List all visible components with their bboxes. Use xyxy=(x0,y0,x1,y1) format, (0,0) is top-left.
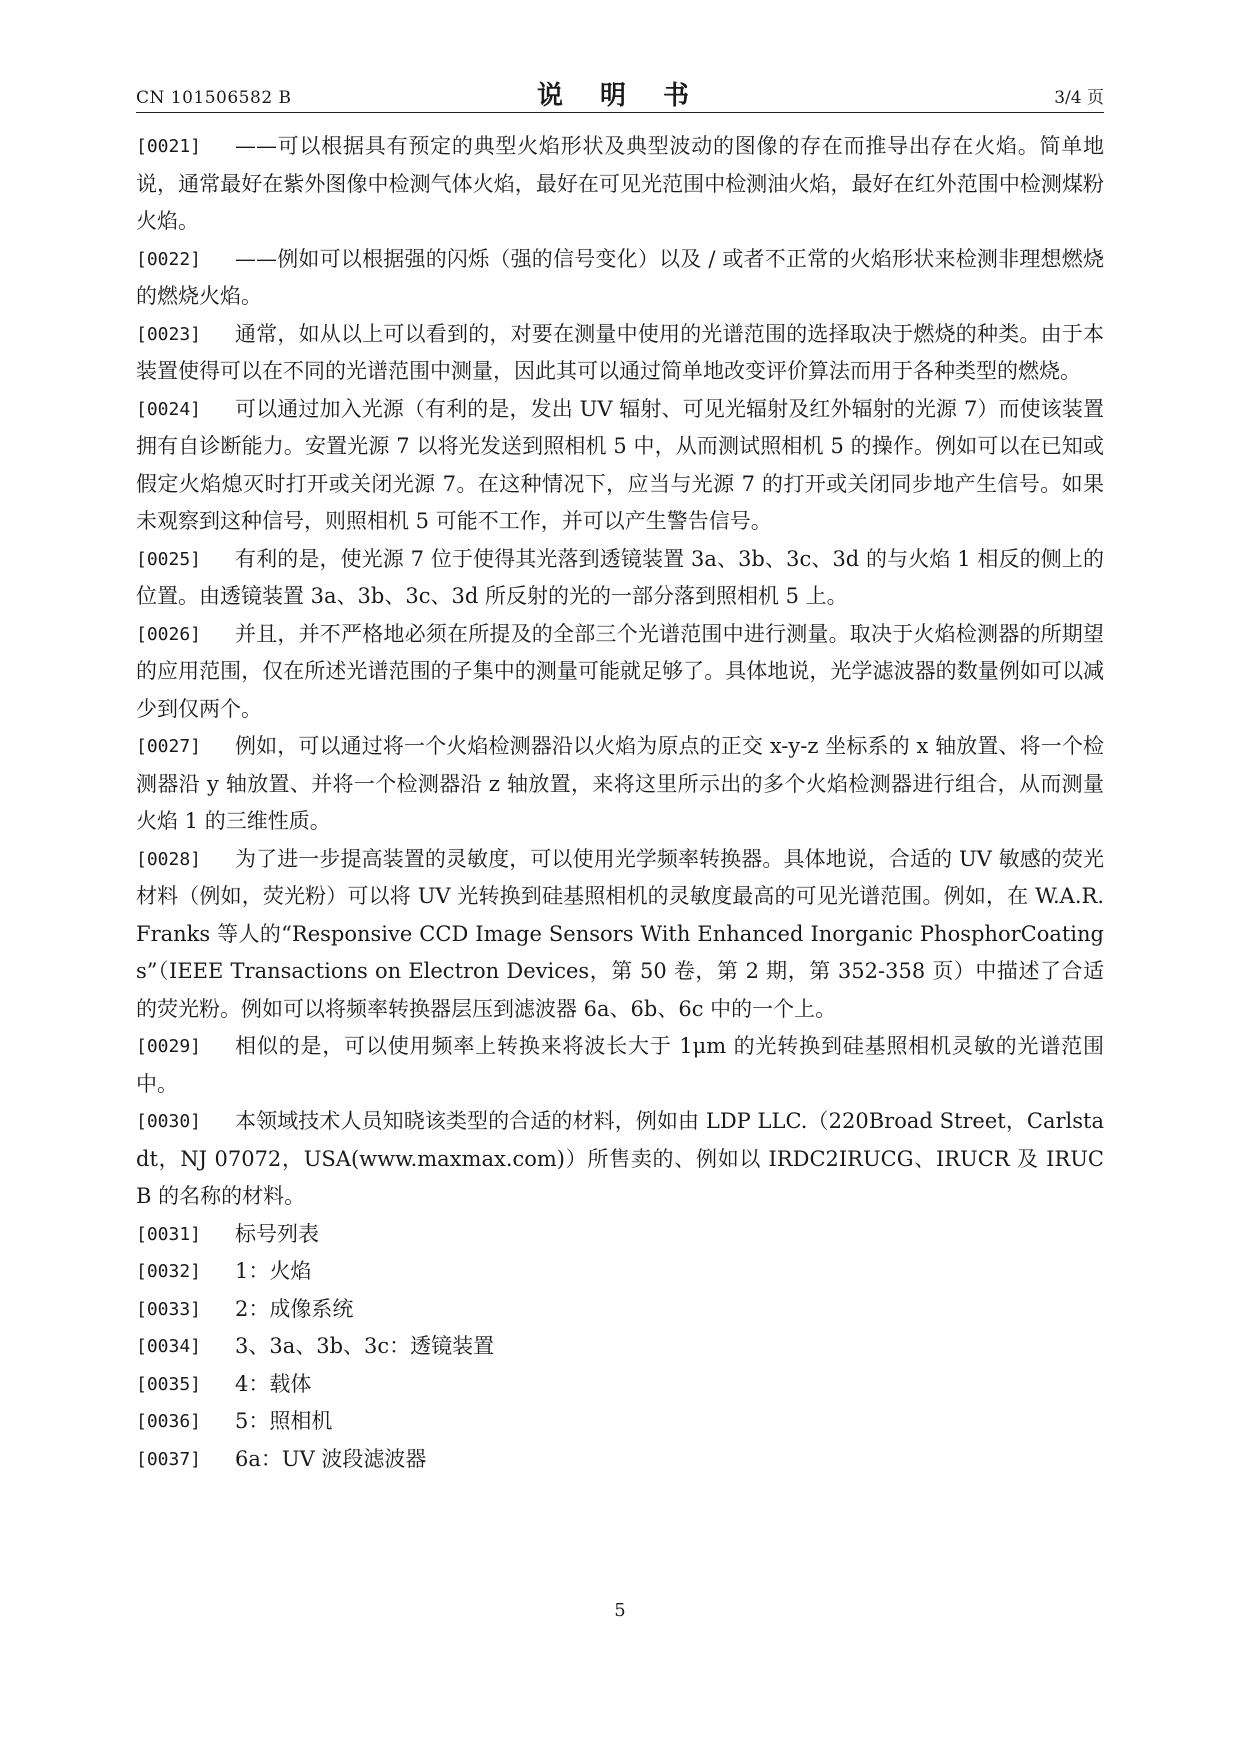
paragraph-number: [0026] xyxy=(136,623,202,645)
paragraph-text: 标号列表 xyxy=(235,1221,319,1246)
paragraph-text: 2：成像系统 xyxy=(235,1296,354,1321)
paragraph-text: 3、3a、3b、3c：透镜装置 xyxy=(235,1334,495,1358)
paragraph-number: [0024] xyxy=(136,398,202,420)
paragraph-number: [0029] xyxy=(136,1036,202,1057)
page-header xyxy=(136,78,1104,113)
paragraph-number: [0022] xyxy=(136,248,202,270)
paragraph-text: 可以通过加入光源（有利的是，发出 UV 辐射、可见光辐射及红外辐射的光源 7）而使该装置拥有自诊断能力。安置光源 7 以将光发送到照相机 5 中，从而测试照相机 5 的操作。例如可以在已知或假定火焰熄灭时打开或关闭光源 7。在这种情况下，应当与光源 7 的打开或关闭同步地产生信号。如果未观察到这种信号，则照相机 5 可能不工作，并可以产生警告信号。 xyxy=(136,396,1104,533)
paragraph-text: 5：照相机 xyxy=(235,1409,333,1433)
paragraph-number: [0037] xyxy=(136,1448,202,1470)
paragraph xyxy=(136,128,1104,241)
paragraph xyxy=(136,391,1104,541)
paragraph xyxy=(136,1253,1104,1291)
paragraph-number: [0021] xyxy=(136,136,202,157)
paragraph xyxy=(136,1403,1104,1441)
paragraph xyxy=(136,1216,1104,1254)
paragraph-number: [0034] xyxy=(136,1336,202,1357)
document-id: CN 101506582 B xyxy=(136,88,292,108)
paragraph-text: 为了进一步提高装置的灵敏度，可以使用光学频率转换器。具体地说，合适的 UV 敏感的荧光材料（例如，荧光粉）可以将 UV 光转换到硅基照相机的灵敏度最高的可见光谱范围。例如，在 W.A.R.Franks 等人的“Responsive CCD Image Sensors With Enhanced Inorganic PhosphorCoatings”（IEEE Transactions on Electron Devices，第 50 卷，第 2 期，第 352-358 页）中描述了合适的荧光粉。例如可以将频率转换器层压到滤波器 6a、6b、6c 中的一个上。 xyxy=(136,846,1104,1021)
paragraph xyxy=(136,1366,1104,1404)
page-count: 3/4 页 xyxy=(1054,88,1104,108)
paragraph xyxy=(136,316,1104,391)
document-title: 说 明 书 xyxy=(536,81,704,111)
paragraph xyxy=(136,1028,1104,1103)
paragraph xyxy=(136,241,1104,316)
paragraph-text: 本领域技术人员知晓该类型的合适的材料，例如由 LDP LLC.（220Broad Street，Carlstadt，NJ 07072，USA(www.maxmax.com)）所售卖的、例如以 IRDC2IRUCG、IRUCR 及 IRUCB 的名称的材料。 xyxy=(136,1109,1104,1208)
paragraph-text: 相似的是，可以使用频率上转换来将波长大于 1μm 的光转换到硅基照相机灵敏的光谱范围中。 xyxy=(136,1034,1104,1096)
paragraph xyxy=(136,1328,1104,1366)
paragraph-number: [0033] xyxy=(136,1298,202,1320)
paragraph xyxy=(136,1441,1104,1479)
paragraph-number: [0025] xyxy=(136,548,202,570)
paragraph-text: 4：载体 xyxy=(235,1371,312,1396)
paragraph-text: 通常，如从以上可以看到的，对要在测量中使用的光谱范围的选择取决于燃烧的种类。由于本装置使得可以在不同的光谱范围中测量，因此其可以通过简单地改变评价算法而用于各种类型的燃烧。 xyxy=(136,321,1104,383)
paragraph-text: ——可以根据具有预定的典型火焰形状及典型波动的图像的存在而推导出存在火焰。简单地说，通常最好在紫外图像中检测气体火焰，最好在可见光范围中检测油火焰，最好在红外范围中检测煤粉火焰。 xyxy=(136,134,1104,233)
paragraph-number: [0032] xyxy=(136,1261,202,1282)
paragraph-number: [0030] xyxy=(136,1111,202,1132)
paragraph-number: [0023] xyxy=(136,323,202,345)
paragraph-text: 1：火焰 xyxy=(235,1259,312,1283)
document-body xyxy=(136,128,1104,1478)
paragraph-number: [0028] xyxy=(136,848,202,870)
paragraph-text: 有利的是，使光源 7 位于使得其光落到透镜装置 3a、3b、3c、3d 的与火焰 1 相反的侧上的位置。由透镜装置 3a、3b、3c、3d 所反射的光的一部分落到照相机 5 上。 xyxy=(136,546,1104,608)
paragraph-number: [0035] xyxy=(136,1373,202,1395)
page-number: 5 xyxy=(614,1600,626,1621)
paragraph xyxy=(136,841,1104,1029)
paragraph-number: [0036] xyxy=(136,1411,202,1432)
paragraph-number: [0031] xyxy=(136,1223,202,1245)
paragraph-text: 6a：UV 波段滤波器 xyxy=(235,1446,427,1471)
paragraph-text: ——例如可以根据强的闪烁（强的信号变化）以及 / 或者不正常的火焰形状来检测非理想燃烧的燃烧火焰。 xyxy=(136,246,1104,308)
paragraph xyxy=(136,616,1104,729)
paragraph xyxy=(136,541,1104,616)
paragraph-number: [0027] xyxy=(136,736,202,757)
paragraph xyxy=(136,1291,1104,1329)
paragraph-text: 例如，可以通过将一个火焰检测器沿以火焰为原点的正交 x-y-z 坐标系的 x 轴放置、将一个检测器沿 y 轴放置、并将一个检测器沿 z 轴放置，来将这里所示出的多个火焰检测器进行组合，从而测量火焰 1 的三维性质。 xyxy=(136,734,1104,833)
paragraph-text: 并且，并不严格地必须在所提及的全部三个光谱范围中进行测量。取决于火焰检测器的所期望的应用范围，仅在所述光谱范围的子集中的测量可能就足够了。具体地说，光学滤波器的数量例如可以减少到仅两个。 xyxy=(136,621,1104,721)
paragraph xyxy=(136,1103,1104,1216)
paragraph xyxy=(136,728,1104,841)
